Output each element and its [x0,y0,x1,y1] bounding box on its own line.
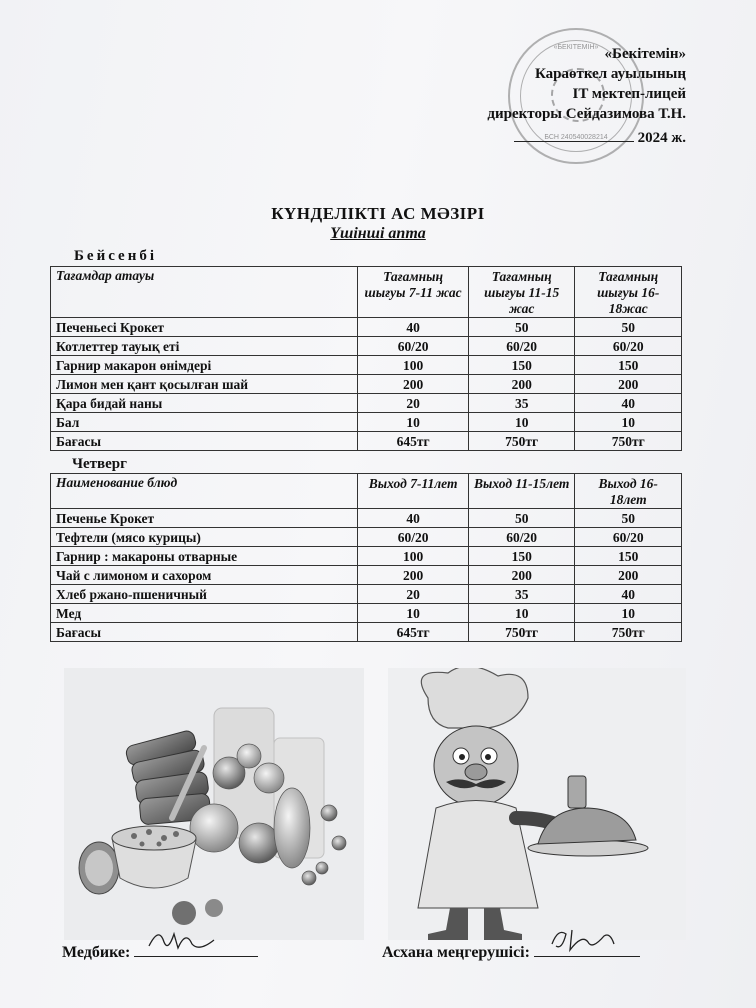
portion-c3: 50 [575,509,682,528]
portion-c3: 10 [575,413,682,432]
approval-block [487,44,686,148]
portion-c1: 60/20 [358,337,469,356]
dish-name: Бал [51,413,358,432]
dish-name: Печеньесі Крокет [51,318,358,337]
food-illustration [64,668,364,940]
canteen-head-signature [382,938,640,962]
portion-c2: 35 [468,394,575,413]
chef-illustration [388,668,686,940]
table-row [51,547,682,566]
portion-c1: 10 [358,413,469,432]
header-portion-c3: Выход 16-18лет [575,474,682,509]
portion-c3: 40 [575,585,682,604]
portion-c1: 20 [358,585,469,604]
dish-name: Печенье Крокет [51,509,358,528]
portion-c2: 150 [468,356,575,375]
price-c1: 645тг [358,432,469,451]
canteen-signature-line [534,938,640,957]
portion-c2: 60/20 [468,528,575,547]
day-label-thursday-ru: Четверг [72,456,127,472]
dish-name: Чай с лимоном и сахором [51,566,358,585]
header-dish-name: Тағамдар атауы [51,267,358,318]
header-portion-c3: Тағамның шығуы 16-18жас [575,267,682,318]
week-subtitle: Үшінші апта [330,225,426,242]
menu-table-ru [50,473,682,642]
nurse-signature [62,938,258,962]
table-row [51,413,682,432]
nurse-signature-scribble [144,924,224,954]
table-header-row [51,267,682,318]
portion-c1: 100 [358,356,469,375]
portion-c2: 60/20 [468,337,575,356]
date-suffix: 2024 ж. [637,130,686,146]
canteen-head-label: Асхана меңгерушісі: [382,944,530,961]
portion-c3: 10 [575,604,682,623]
table-row [51,394,682,413]
table-header-row [51,474,682,509]
dish-name: Лимон мен қант қосылған шай [51,375,358,394]
table-row [51,566,682,585]
portion-c2: 50 [468,509,575,528]
approval-date [487,128,686,148]
price-c3: 750тг [575,432,682,451]
table-row [51,356,682,375]
seal-top-text: «БЕКІТЕМІН» [553,44,599,51]
portion-c1: 200 [358,375,469,394]
portion-c2: 10 [468,413,575,432]
menu-table-kz [50,266,682,451]
table-row [51,375,682,394]
price-c3: 750тг [575,623,682,642]
portion-c2: 200 [468,566,575,585]
portion-c1: 20 [358,394,469,413]
price-row [51,623,682,642]
portion-c3: 40 [575,394,682,413]
dish-name: Котлеттер тауық еті [51,337,358,356]
portion-c2: 150 [468,547,575,566]
dish-name: Қара бидай наны [51,394,358,413]
portion-c1: 60/20 [358,528,469,547]
header-portion-c1: Выход 7-11лет [358,474,469,509]
portion-c1: 10 [358,604,469,623]
portion-c3: 200 [575,375,682,394]
header-dish-name: Наименование блюд [51,474,358,509]
table-row [51,318,682,337]
portion-c3: 150 [575,547,682,566]
portion-c3: 150 [575,356,682,375]
portion-c1: 40 [358,509,469,528]
approval-line-3: IT мектеп-лицей [572,86,686,102]
header-portion-c1: Тағамның шығуы 7-11 жас [358,267,469,318]
seal-bottom-text: БСН 240540028214 [544,134,608,141]
table-row [51,604,682,623]
price-c2: 750тг [468,432,575,451]
portion-c1: 100 [358,547,469,566]
approval-line-2: Караөткел ауылының [534,66,686,82]
portion-c2: 10 [468,604,575,623]
table-row [51,509,682,528]
portion-c1: 200 [358,566,469,585]
nurse-signature-line [134,938,258,957]
nurse-label: Медбике: [62,944,131,961]
portion-c3: 200 [575,566,682,585]
date-blank [514,141,634,142]
approval-line-1: «Бекітемін» [604,46,686,62]
table-row [51,337,682,356]
portion-c2: 35 [468,585,575,604]
table-row [51,585,682,604]
price-label: Бағасы [51,432,358,451]
header-portion-c2: Выход 11-15лет [468,474,575,509]
portion-c3: 60/20 [575,528,682,547]
portion-c2: 50 [468,318,575,337]
dish-name: Гарнир макарон өнімдері [51,356,358,375]
dish-name: Тефтели (мясо курицы) [51,528,358,547]
price-c1: 645тг [358,623,469,642]
approval-line-4: директоры Сейдазимова Т.Н. [487,106,686,122]
price-c2: 750тг [468,623,575,642]
dish-name: Хлеб ржано-пшеничный [51,585,358,604]
dish-name: Гарнир : макароны отварные [51,547,358,566]
day-label-thursday-kz: Бейсенбі [74,248,158,264]
price-row [51,432,682,451]
page-title: КҮНДЕЛІКТІ АС МӘЗІРІ [271,204,485,223]
portion-c3: 60/20 [575,337,682,356]
table-row [51,528,682,547]
price-label: Бағасы [51,623,358,642]
portion-c1: 40 [358,318,469,337]
header-portion-c2: Тағамның шығуы 11-15 жас [468,267,575,318]
dish-name: Мед [51,604,358,623]
portion-c3: 50 [575,318,682,337]
canteen-signature-scribble [544,924,624,954]
portion-c2: 200 [468,375,575,394]
